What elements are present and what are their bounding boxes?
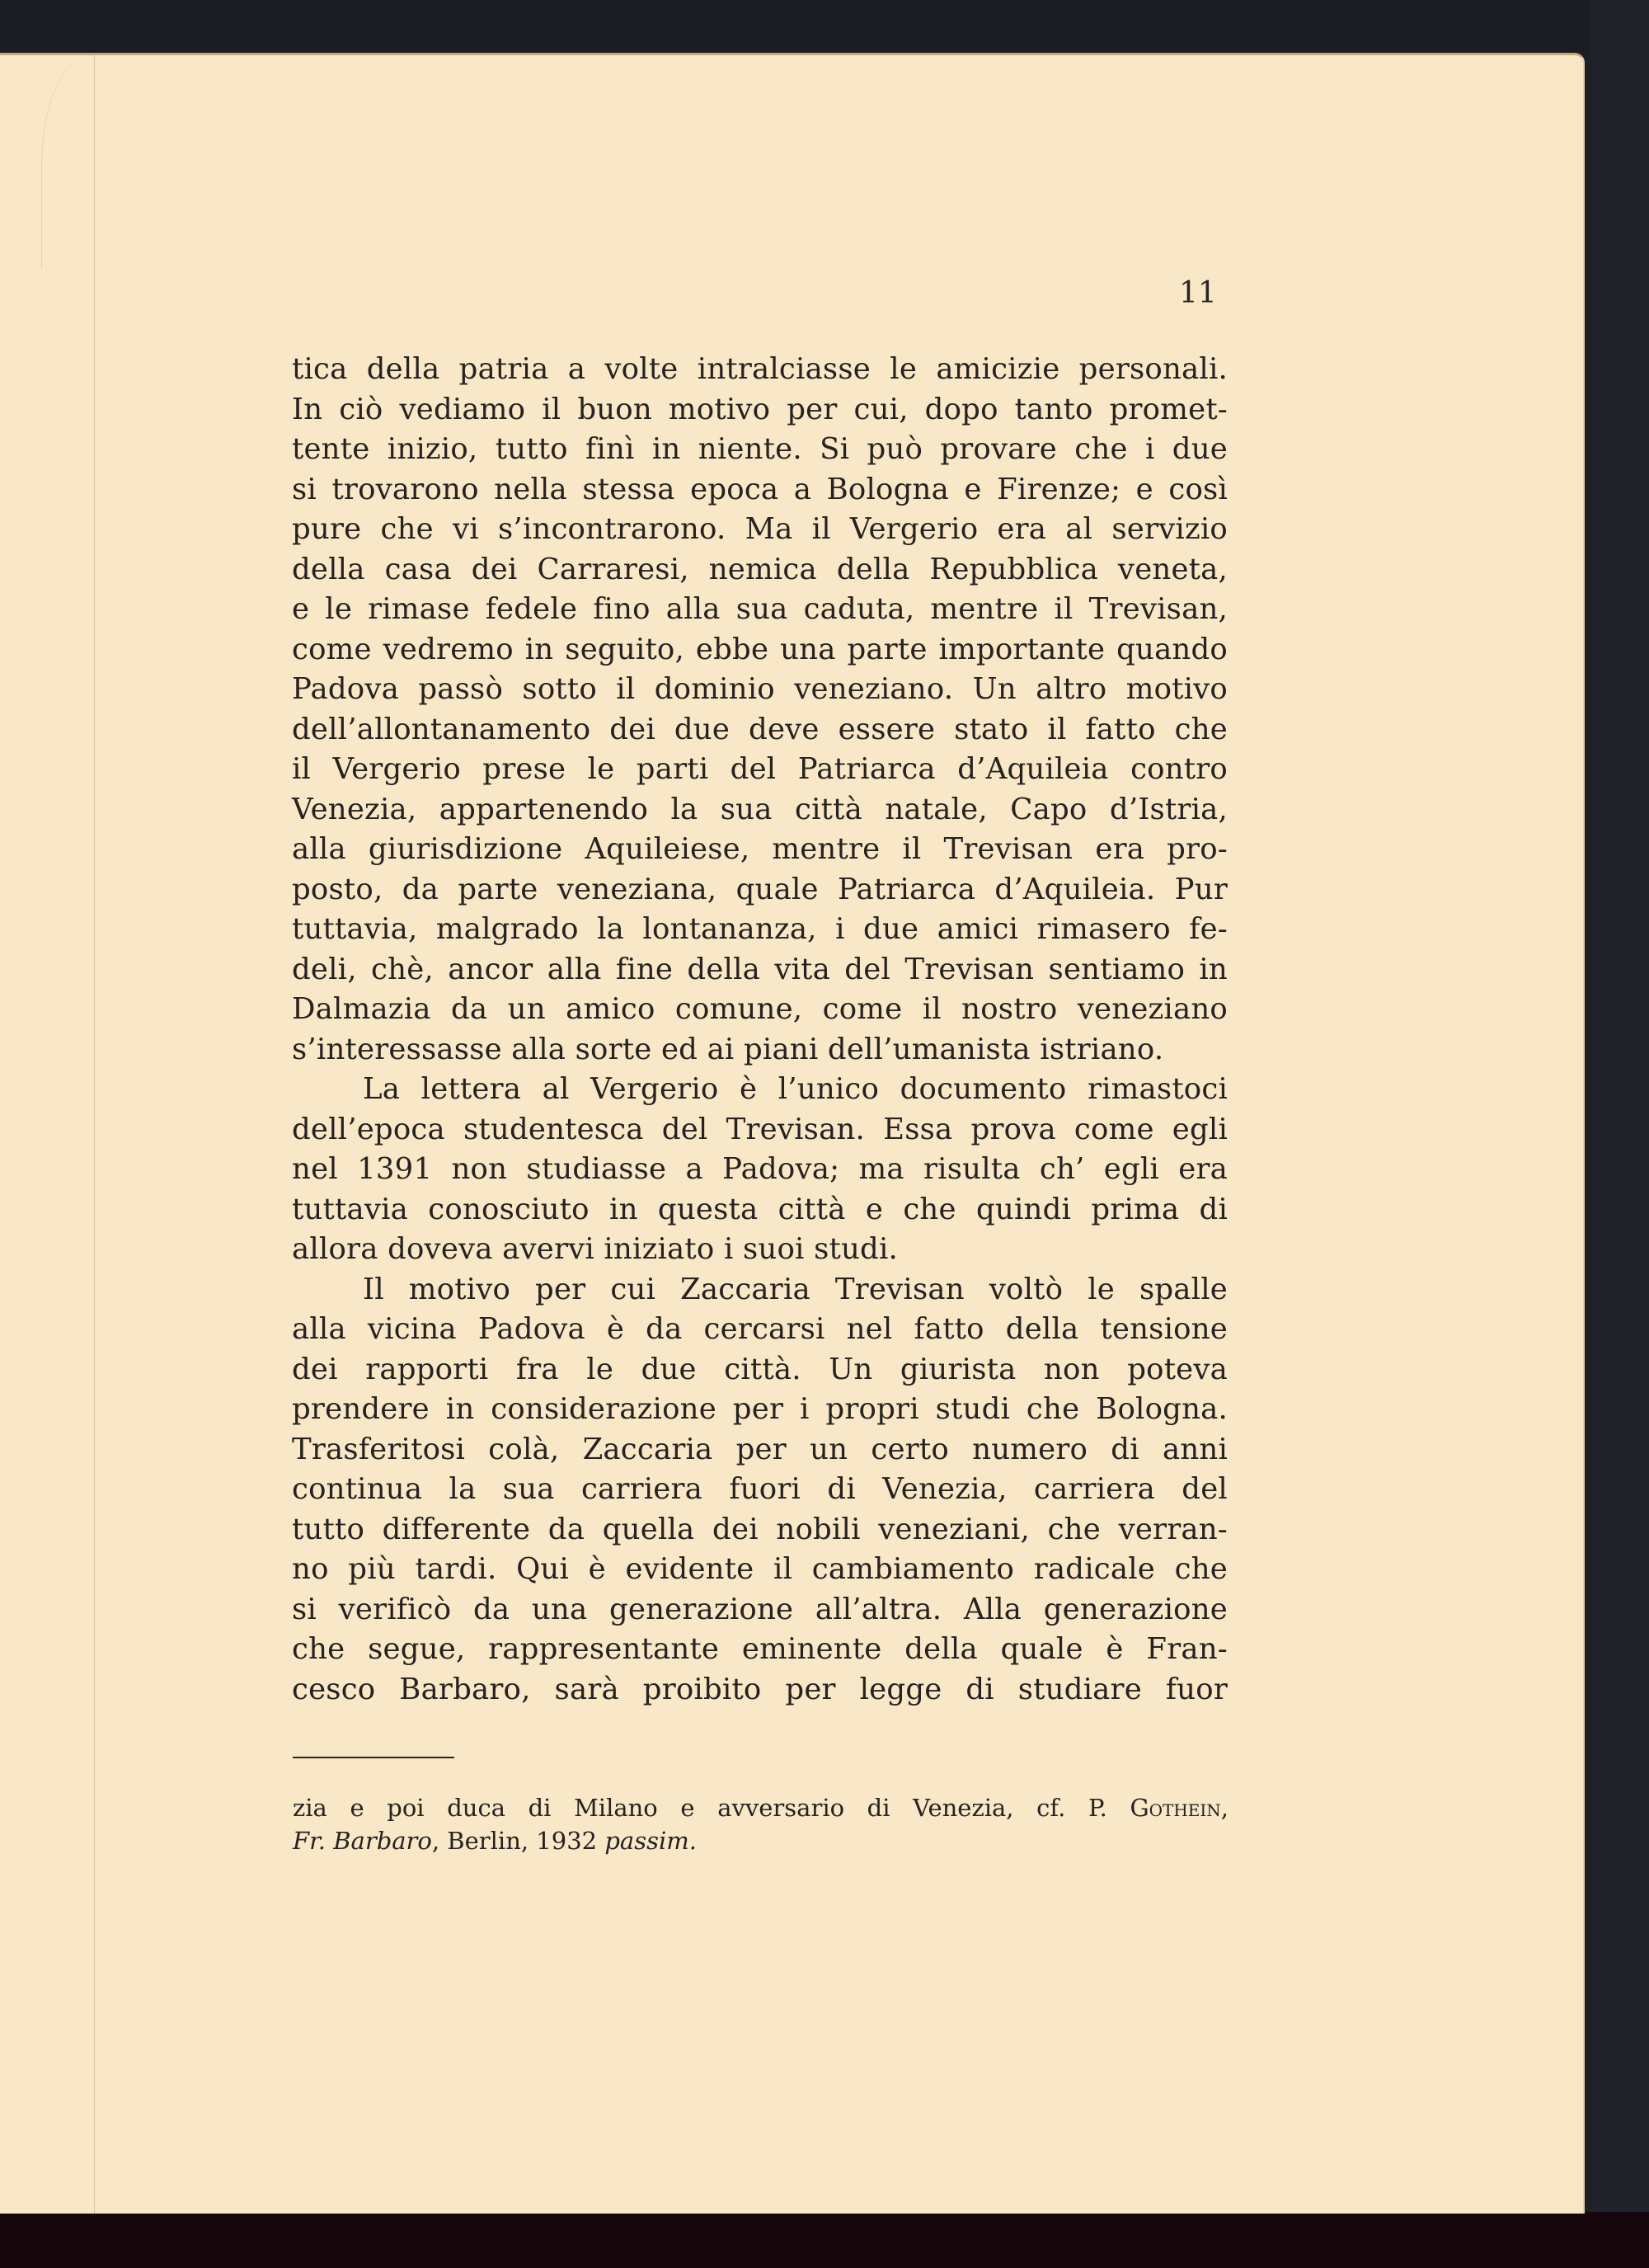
text-line: Dalmazia da un amico comune, come il nostro veneziano (292, 992, 1228, 1026)
text-line: tutto differente da quella dei nobili veneziani, che verran- (292, 1512, 1228, 1546)
text-line: In ciò vediamo il buon motivo per cui, dopo tanto promet- (292, 392, 1228, 426)
text-line: prendere in considerazione per i propri studi che Bologna. (292, 1392, 1228, 1426)
footnote (293, 1791, 1229, 1857)
footnote-punctuation: , (1220, 1794, 1229, 1822)
footnote-text: , Berlin, 1932 (431, 1827, 605, 1855)
text-line: Padova passò sotto il dominio veneziano. Un altro motivo (292, 672, 1228, 706)
text-line: cesco Barbaro, sarà proibito per legge di studiare fuor (292, 1672, 1228, 1706)
text-line: Venezia, appartenendo la sua città natale, Capo d’Istria, (292, 792, 1228, 826)
footnote-line (293, 1824, 1229, 1857)
text-line: dell’allontanamento dei due deve essere stato il fatto che (292, 712, 1228, 746)
text-line: alla giurisdizione Aquileiese, mentre il Trevisan era pro- (292, 832, 1228, 866)
text-line: Il motivo per cui Zaccaria Trevisan voltò le spalle (363, 1272, 1228, 1306)
text-line: della casa dei Carraresi, nemica della Repubblica veneta, (292, 552, 1228, 586)
text-line: si trovarono nella stessa epoca a Bologna e Firenze; e così (292, 472, 1228, 506)
text-line: s’interessasse alla sorte ed ai piani dell’umanista istriano. (292, 1032, 1164, 1066)
footnote-passim: passim. (604, 1827, 697, 1855)
paper-crease (41, 55, 92, 270)
text-line: tuttavia conosciuto in questa città e che quindi prima di (292, 1192, 1228, 1226)
page-gutter-line (94, 55, 95, 2214)
text-line: allora doveva avervi iniziato i suoi studi. (292, 1232, 898, 1266)
text-line: dell’epoca studentesca del Trevisan. Essa prova come egli (292, 1112, 1228, 1146)
text-line: e le rimase fedele fino alla sua caduta, mentre il Trevisan, (292, 592, 1228, 626)
text-line: tuttavia, malgrado la lontananza, i due amici rimasero fe- (292, 912, 1228, 946)
text-line: Trasferitosi colà, Zaccaria per un certo numero di anni (292, 1432, 1228, 1466)
text-line: che segue, rappresentante eminente della quale è Fran- (292, 1632, 1228, 1666)
text-line: posto, da parte veneziana, quale Patriarca d’Aquileia. Pur (292, 872, 1228, 906)
footnote-line (293, 1791, 1229, 1824)
footnote-text: zia e poi duca di Milano e avversario di Venezia, cf. P. (293, 1794, 1130, 1822)
text-line: alla vicina Padova è da cercarsi nel fatto della tensione (292, 1312, 1228, 1346)
body-text (292, 350, 1228, 1710)
text-line: si verificò da una generazione all’altra. Alla generazione (292, 1592, 1228, 1626)
footnote-separator (293, 1757, 454, 1758)
text-line: no più tardi. Qui è evidente il cambiamento radicale che (292, 1552, 1228, 1586)
footnote-book-title: Fr. Barbaro (293, 1827, 432, 1855)
text-line: pure che vi s’incontrarono. Ma il Vergerio era al servizio (292, 512, 1228, 546)
scan-background-right (1591, 0, 1649, 2268)
text-line: deli, chè, ancor alla fine della vita del Trevisan sentiamo in (292, 952, 1228, 986)
text-line: tica della patria a volte intralciasse le amicizie personali. (292, 352, 1228, 386)
text-line: nel 1391 non studiasse a Padova; ma risulta ch’ egli era (292, 1152, 1228, 1186)
text-line: dei rapporti fra le due città. Un giurista non poteva (292, 1352, 1228, 1386)
text-line: come vedremo in seguito, ebbe una parte importante quando (292, 632, 1228, 666)
text-line: La lettera al Vergerio è l’unico documento rimastoci (363, 1072, 1228, 1106)
page-number: 11 (1179, 276, 1217, 310)
scan-background-top (0, 0, 1649, 56)
text-line: continua la sua carriera fuori di Venezia, carriera del (292, 1472, 1228, 1506)
text-line: tente inizio, tutto finì in niente. Si può provare che i due (292, 432, 1228, 466)
footnote-author: Gothein (1130, 1794, 1221, 1822)
text-line: il Vergerio prese le parti del Patriarca d’Aquileia contro (292, 752, 1228, 786)
scan-background-bottom (0, 2212, 1649, 2268)
